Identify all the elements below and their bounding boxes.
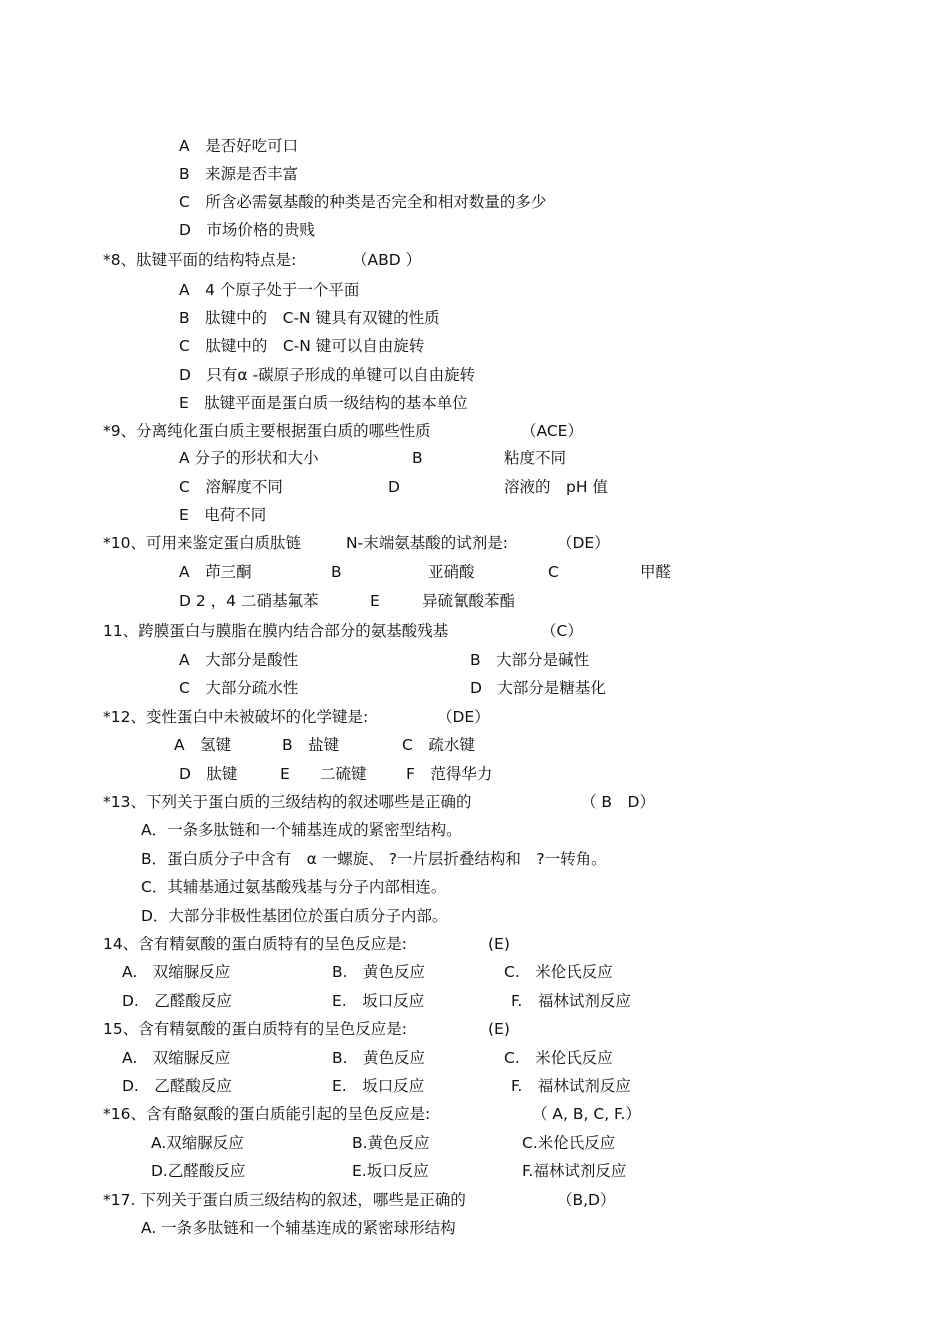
text-line: C. 米伦氏反应 [504,963,613,981]
text-line: 11、跨膜蛋白与膜脂在膜内结合部分的氨基酸残基 [103,622,449,640]
text-line: *10、可用来鉴定蛋白质肽链 [103,534,301,552]
text-line: D.乙醛酸反应 [151,1162,246,1180]
text-line: B. 黄色反应 [332,963,426,981]
text-line: 甲醛 [640,563,672,581]
text-line: A. 双缩脲反应 [122,1049,231,1067]
text-line: B 肽键中的 C-N 键具有双键的性质 [179,309,440,327]
text-line: B 盐键 [282,736,340,754]
text-line: E 肽键平面是蛋白质一级结构的基本单位 [179,394,468,412]
text-line: C.米伦氏反应 [522,1134,616,1152]
text-line: E. 坂口反应 [332,1077,425,1095]
text-line: D 市场价格的贵贱 [179,221,315,239]
text-line: B [412,449,423,467]
text-line: (E) [488,935,510,953]
text-line: A 4 个原子处于一个平面 [179,281,360,299]
text-line: F. 福林试剂反应 [511,992,631,1010]
text-line: C. 米伦氏反应 [504,1049,613,1067]
text-line: (E) [488,1020,510,1038]
text-line: 粘度不同 [504,449,567,467]
text-line: （ABD ） [352,251,422,269]
text-line: A 分子的形状和大小 [179,449,319,467]
text-line: B．蛋白质分子中含有 α 一螺旋、 ?一片层折叠结构和 ?一转角。 [141,850,607,868]
text-line: D. 乙醛酸反应 [122,1077,232,1095]
text-line: 溶液的 pH 值 [504,478,608,496]
text-line: F 范得华力 [406,765,493,783]
text-line: C．其辅基通过氨基酸残基与分子内部相连。 [141,878,447,896]
text-line: D 大部分是糖基化 [470,679,606,697]
text-line: C 肽键中的 C-N 键可以自由旋转 [179,337,425,355]
text-line: *16、含有酪氨酸的蛋白质能引起的呈色反应是: [103,1105,431,1123]
text-line: F.福林试剂反应 [522,1162,627,1180]
text-line: D 2 ，4 二硝基氟苯 [179,592,319,610]
text-line: *9、分离纯化蛋白质主要根据蛋白质的哪些性质 [103,422,431,440]
text-line: A．一条多肽链和一个辅基连成的紧密型结构。 [141,821,462,839]
text-line: C 溶解度不同 [179,478,283,496]
text-line: B 来源是否丰富 [179,165,299,183]
text-line: A.双缩脲反应 [151,1134,244,1152]
text-line: *13、下列关于蛋白质的三级结构的叙述哪些是正确的 [103,793,472,811]
text-line: *12、变性蛋白中未被破坏的化学键是: [103,708,369,726]
text-line: C 所含必需氨基酸的种类是否完全和相对数量的多少 [179,193,547,211]
text-line: （DE） [557,534,610,552]
text-line: F. 福林试剂反应 [511,1077,631,1095]
text-line: E. 坂口反应 [332,992,425,1010]
text-line: *8、肽键平面的结构特点是: [103,251,297,269]
text-line: C 疏水键 [402,736,475,754]
text-line: A 大部分是酸性 [179,651,299,669]
text-line: D 只有α -碳原子形成的单键可以自由旋转 [179,366,476,384]
text-line: 亚硝酸 [428,563,475,581]
text-line: （ A, B, C, F.） [532,1105,641,1123]
text-line: N-末端氨基酸的试剂是: [346,534,508,552]
text-line: E.坂口反应 [352,1162,429,1180]
text-line: （B,D） [557,1191,616,1209]
text-line: （ACE） [521,422,583,440]
text-line: B.黄色反应 [352,1134,430,1152]
text-line: （DE） [437,708,490,726]
text-line: B 大部分是碱性 [470,651,590,669]
text-line: 二硫键 [320,765,367,783]
text-line: E [280,765,290,783]
text-line: 15、含有精氨酸的蛋白质特有的呈色反应是: [103,1020,407,1038]
text-line: A. 一条多肽链和一个辅基连成的紧密球形结构 [141,1219,456,1237]
text-line: A. 双缩脲反应 [122,963,231,981]
text-line: D 肽键 [179,765,238,783]
text-line: （ B D） [581,793,655,811]
text-line: E 电荷不同 [179,506,267,524]
text-line: 异硫氰酸苯酯 [422,592,516,610]
text-line: B. 黄色反应 [332,1049,426,1067]
text-line: （C） [541,622,583,640]
text-line: B [331,563,342,581]
text-line: D. 乙醛酸反应 [122,992,232,1010]
text-line: A 是否好吃可口 [179,137,299,155]
text-line: C [548,563,559,581]
text-line: A 茚三酮 [179,563,252,581]
text-line: C 大部分疏水性 [179,679,299,697]
text-line: *17. 下列关于蛋白质三级结构的叙述，哪些是正确的 [103,1191,466,1209]
text-line: D [388,478,400,496]
text-line: A 氢键 [174,736,232,754]
text-line: D．大部分非极性基团位於蛋白质分子内部。 [141,907,448,925]
text-line: 14、含有精氨酸的蛋白质特有的呈色反应是: [103,935,407,953]
text-line: E [370,592,380,610]
